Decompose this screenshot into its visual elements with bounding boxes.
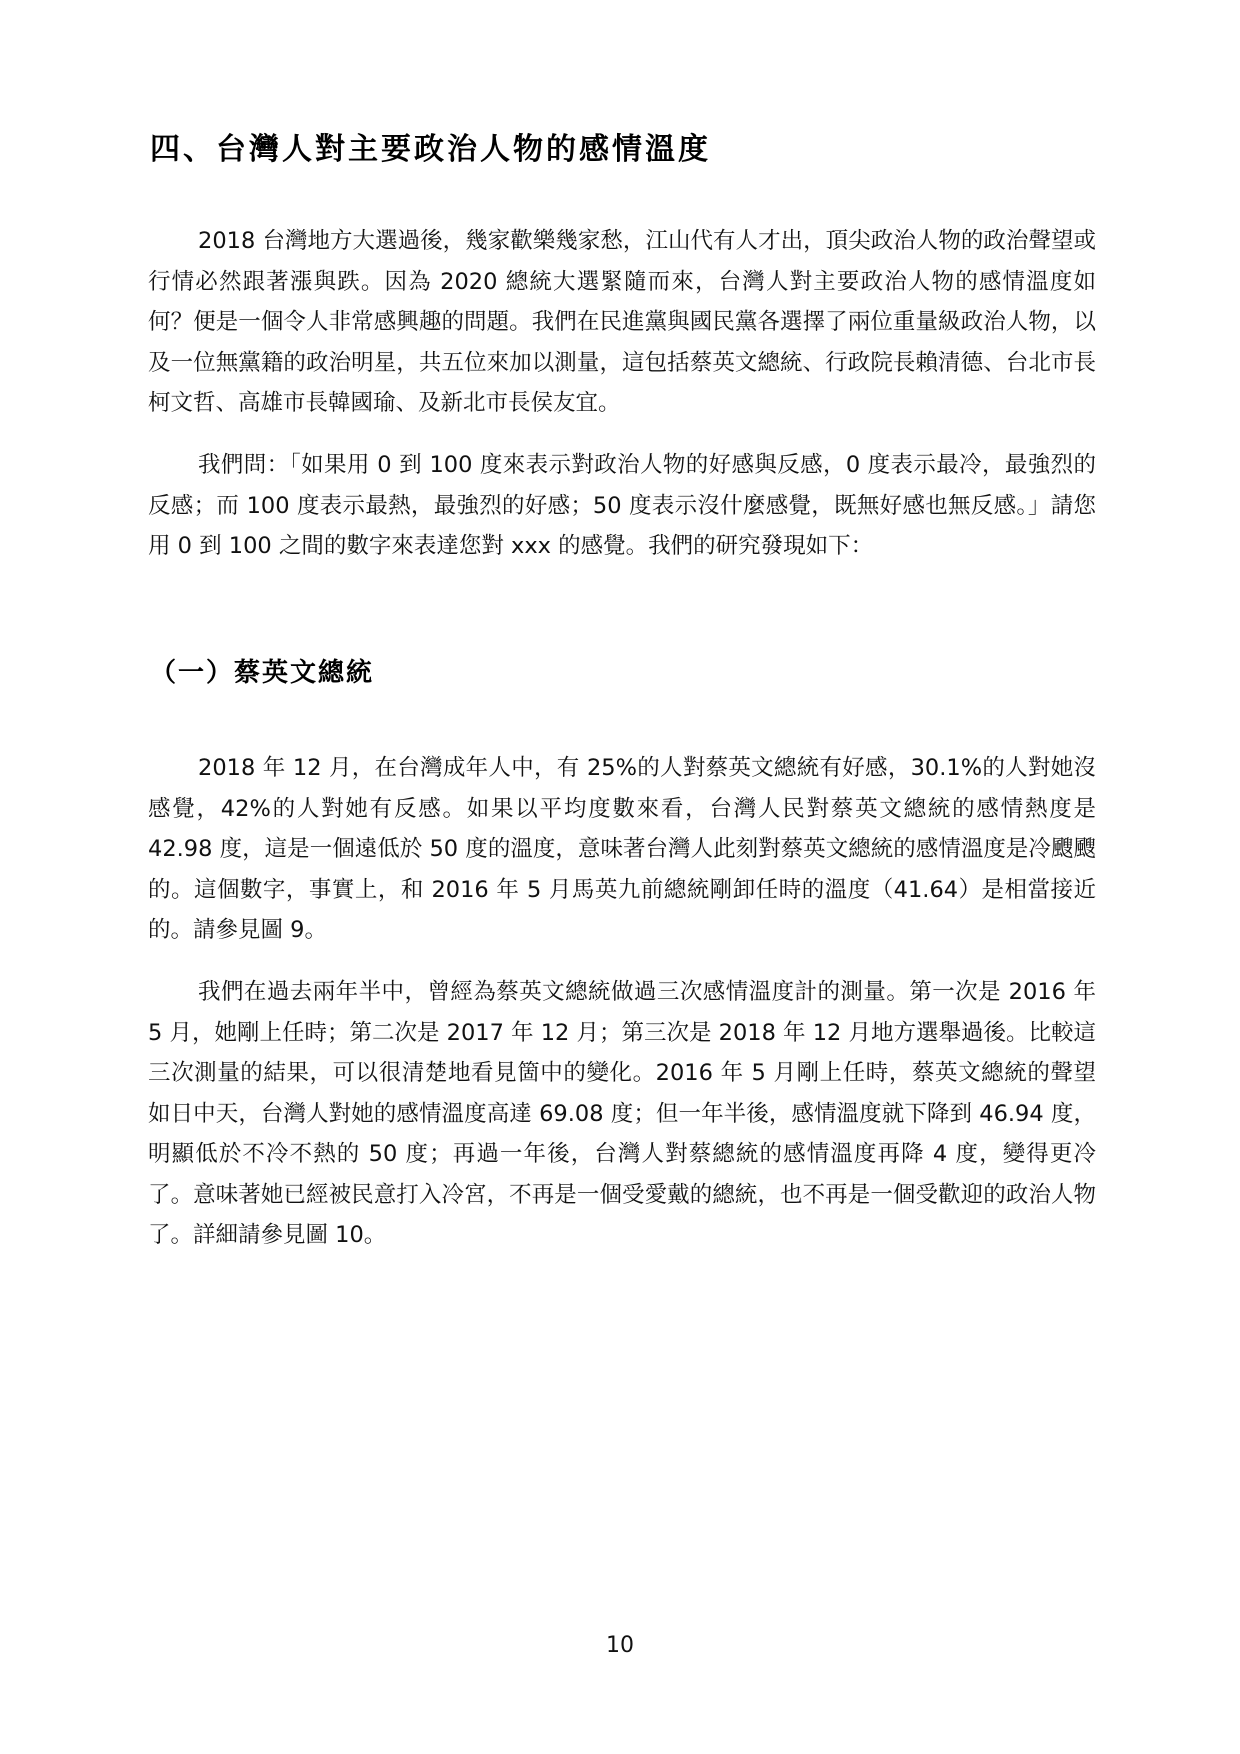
finding-paragraph: 2018 年 12 月，在台灣成年人中，有 25%的人對蔡英文總統有好感，30.1%的人對她沒感覺，42%的人對她有反感。如果以平均度數來看，台灣人民對蔡英文總統的感情熱度是 42.98 度，這是一個遠低於 50 度的溫度，意味著台灣人此刻對蔡英文總統的感情溫度是冷颼颼的。這個數字，事實上，和 2016 年 5 月馬英九前總統剛卸任時的溫度（41.64）是相當接近的。請參見圖 9。: [148, 755, 1096, 943]
intro-paragraph: 2018 台灣地方大選過後，幾家歡樂幾家愁，江山代有人才出，頂尖政治人物的政治聲望或行情必然跟著漲與跌。因為 2020 總統大選緊隨而來，台灣人對主要政治人物的感情溫度如何？便是一個令人非常感興趣的問題。我們在民進黨與國民黨各選擇了兩位重量級政治人物，以及一位無黨籍的政治明星，共五位來加以測量，這包括蔡英文總統、行政院長賴清德、台北市長柯文哲、高雄市長韓國瑜、及新北市長侯友宜。: [148, 228, 1096, 416]
question-paragraph: 我們問：「如果用 0 到 100 度來表示對政治人物的好感與反感，0 度表示最冷，最強烈的反感；而 100 度表示最熱，最強烈的好感；50 度表示沒什麼感覺，既無好感也無反感。」請您用 0 到 100 之間的數字來表達您對 xxx 的感覺。我們的研究發現如下：: [148, 452, 1096, 559]
subsection-heading: （一）蔡英文總統: [150, 658, 375, 688]
trend-paragraph: 我們在過去兩年半中，曾經為蔡英文總統做過三次感情溫度計的測量。第一次是 2016 年 5 月，她剛上任時；第二次是 2017 年 12 月；第三次是 2018 年 12 月地方選舉過後。比較這三次測量的結果，可以很清楚地看見箇中的變化。2016 年 5 月剛上任時，蔡英文總統的聲望如日中天，台灣人對她的感情溫度高達 69.08 度；但一年半後，感情溫度就下降到 46.94 度，明顯低於不冷不熱的 50 度；再過一年後，台灣人對蔡總統的感情溫度再降 4 度，變得更冷了。意味著她已經被民意打入冷宮，不再是一個受愛戴的總統，也不再是一個受歡迎的政治人物了。詳細請參見圖 10。: [148, 979, 1096, 1248]
section-heading: 四、台灣人對主要政治人物的感情溫度: [150, 132, 711, 167]
page-number: 10: [606, 1633, 634, 1658]
